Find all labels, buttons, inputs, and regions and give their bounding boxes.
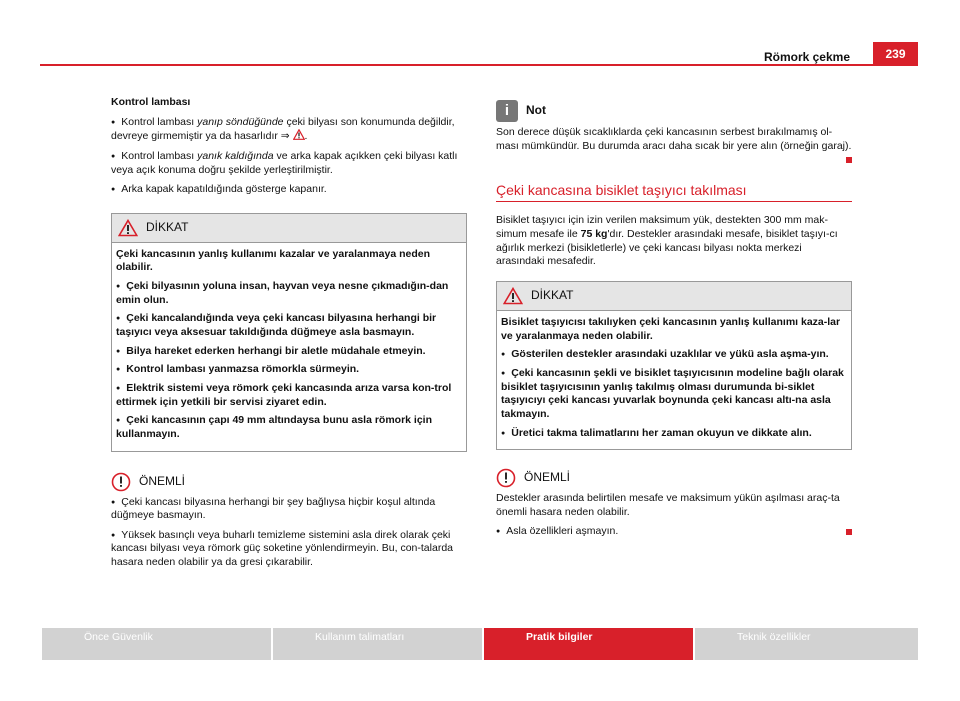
not-heading — [496, 100, 852, 122]
section-title: Çeki kancasına bisiklet taşıyıcı takılması — [496, 182, 747, 199]
kontrol-bullet-1: ● Kontrol lambası yanıp söndüğünde çeki bilyası son konumunda değildir, devreye girmemiştir ya da hasarlıdır ⇒ . — [111, 116, 467, 144]
end-mark-icon — [846, 157, 852, 163]
dikkat-item: ● Kontrol lambası yanmazsa römorkla sürmeyin. — [116, 363, 462, 377]
tab-once-guvenlik[interactable]: Önce Güvenlik — [42, 628, 271, 660]
footer-nav — [42, 628, 920, 660]
dikkat-item: ● Çeki kancasının çapı 49 mm altındaysa bunu asla römork için kullanmayın. — [116, 414, 462, 441]
text: Asla özellikleri aşmayın. — [506, 525, 619, 538]
text-bold: 75 kg — [580, 228, 608, 241]
dikkat-body — [497, 311, 851, 449]
tab-teknik-ozellikler[interactable]: Teknik özellikler — [695, 628, 918, 660]
text: 'dır. Destekler arasındaki mesafe, bisiklet taşıyı-cı ağırlık merkezi (bisikletlerle) ve çeki kancası bilyası nokta merkezi arasındaki mesafedir. — [496, 228, 838, 268]
intro-text — [496, 214, 852, 269]
dikkat-item: ● Elektrik sistemi veya römork çeki kancasında arıza varsa kon-trol ettirmek için yetkili bir servisi ziyaret edin. — [116, 382, 462, 409]
dikkat-header — [497, 282, 851, 311]
dikkat-item: ● Gösterilen destekler arasındaki uzaklılar ve yükü asla aşma-yın. — [501, 348, 847, 362]
page-number: 239 — [873, 42, 918, 66]
dikkat-title: DİKKAT — [146, 220, 189, 235]
note-icon: i — [496, 100, 518, 122]
kontrol-bullet-2 — [111, 150, 467, 177]
left-column — [111, 96, 467, 576]
page-title: Römork çekme — [763, 50, 850, 64]
dikkat-box-left — [111, 213, 467, 452]
text-italic: yanık kaldığında — [197, 149, 274, 162]
text: çeki bilyası son konumunda değildir, devreye girmemiştir ya da hasarlıdır ⇒ — [111, 115, 455, 143]
dikkat-item: ● Çeki kancasının şekli ve bisiklet taşıyıcısının modeline bağlı olarak bisiklet taşıyıcısının yanlış takılmış olması durumunda bi-siklet taşıyıcıyı çeki kancası yuvarlak boynunda çeki kancası altı-na asla takmayın. — [501, 367, 847, 422]
warning-triangle-icon — [118, 219, 138, 237]
onemli-title: ÖNEMLİ — [524, 470, 571, 485]
text: Kontrol lambası — [121, 149, 198, 162]
text: Kontrol lambası — [121, 115, 198, 128]
kontrol-heading: Kontrol lambası — [111, 96, 191, 108]
text: ve arka kapak açıkken çeki bilyası katlı veya açık konuma doğru şekilde yerleştirilmiştir. — [111, 149, 458, 176]
dikkat-body — [112, 243, 466, 451]
onemli-heading-left — [111, 472, 467, 492]
warning-triangle-icon — [503, 287, 523, 305]
dikkat-item: ● Çeki bilyasının yoluna insan, hayvan veya nesne çıkmadığın-dan emin olun. — [116, 280, 462, 307]
dikkat-header — [112, 214, 466, 243]
onemli-title: ÖNEMLİ — [139, 473, 186, 488]
dikkat-item: ● Bilya hareket ederken herhangi bir aletle müdahale etmeyin. — [116, 345, 462, 359]
dikkat-box-right — [496, 281, 852, 450]
dikkat-item: ● Üretici takma talimatlarını her zaman okuyun ve dikkate alın. — [501, 427, 847, 441]
dikkat-item: ● Çeki kancalandığında veya çeki kancası bilyasına herhangi bir taşıyıcı veya aksesuar takıldığında düğmeye asla basmayın. — [116, 312, 462, 339]
kontrol-bullet-3: ● Arka kapak kapatıldığında gösterge kapanır. — [111, 183, 467, 197]
text: Son derece düşük sıcaklıklarda çeki kancasının serbest bırakılmamış ol-ması mümkündür. Bu durumda aracı daha sıcak bir yere alın (örneğin garaj). — [496, 126, 852, 152]
dikkat-title: DİKKAT — [531, 288, 574, 303]
exclamation-circle-icon — [496, 468, 516, 488]
right-column — [496, 96, 852, 545]
warning-triangle-icon — [293, 129, 305, 140]
not-text — [496, 126, 852, 153]
onemli-item: ● Çeki kancası bilyasına herhangi bir şey bağlıysa hiçbir koşul altında düğmeye basmayın. — [111, 496, 467, 523]
onemli-heading-right — [496, 468, 852, 488]
dikkat-lead: Bisiklet taşıyıcısı takılıyken çeki kancasının yanlış kullanımı kaza-lar ve yaralanmaya neden olabilir. — [501, 316, 841, 342]
not-title: Not — [526, 103, 546, 118]
tab-kullanim-talimatlari[interactable]: Kullanım talimatları — [273, 628, 482, 660]
dikkat-lead: Çeki kancasının yanlış kullanımı kazalar ve yaralanmaya neden olabilir. — [116, 247, 430, 274]
tab-pratik-bilgiler[interactable]: Pratik bilgiler — [484, 628, 693, 660]
section-rule — [496, 201, 852, 202]
onemli-text: Destekler arasında belirtilen mesafe ve maksimum yükün aşılması araç-ta önemli hasara neden olabilir. — [496, 492, 840, 518]
text-italic: yanıp söndüğünde — [197, 115, 284, 128]
text: Bisiklet taşıyıcı için izin verilen maksimum yük, destekten 300 mm mak-simum mesafe ile — [496, 214, 829, 241]
onemli-item — [496, 525, 852, 539]
onemli-item: ● Yüksek basınçlı veya buharlı temizleme sistemini asla direk olarak çeki kancası bilyası veya römork güç soketine yönlendirmeyin. Bu, con-talarda hasara neden olabilir ya da gresi çıkarabilir. — [111, 529, 467, 570]
end-mark-icon — [846, 529, 852, 535]
exclamation-circle-icon — [111, 472, 131, 492]
